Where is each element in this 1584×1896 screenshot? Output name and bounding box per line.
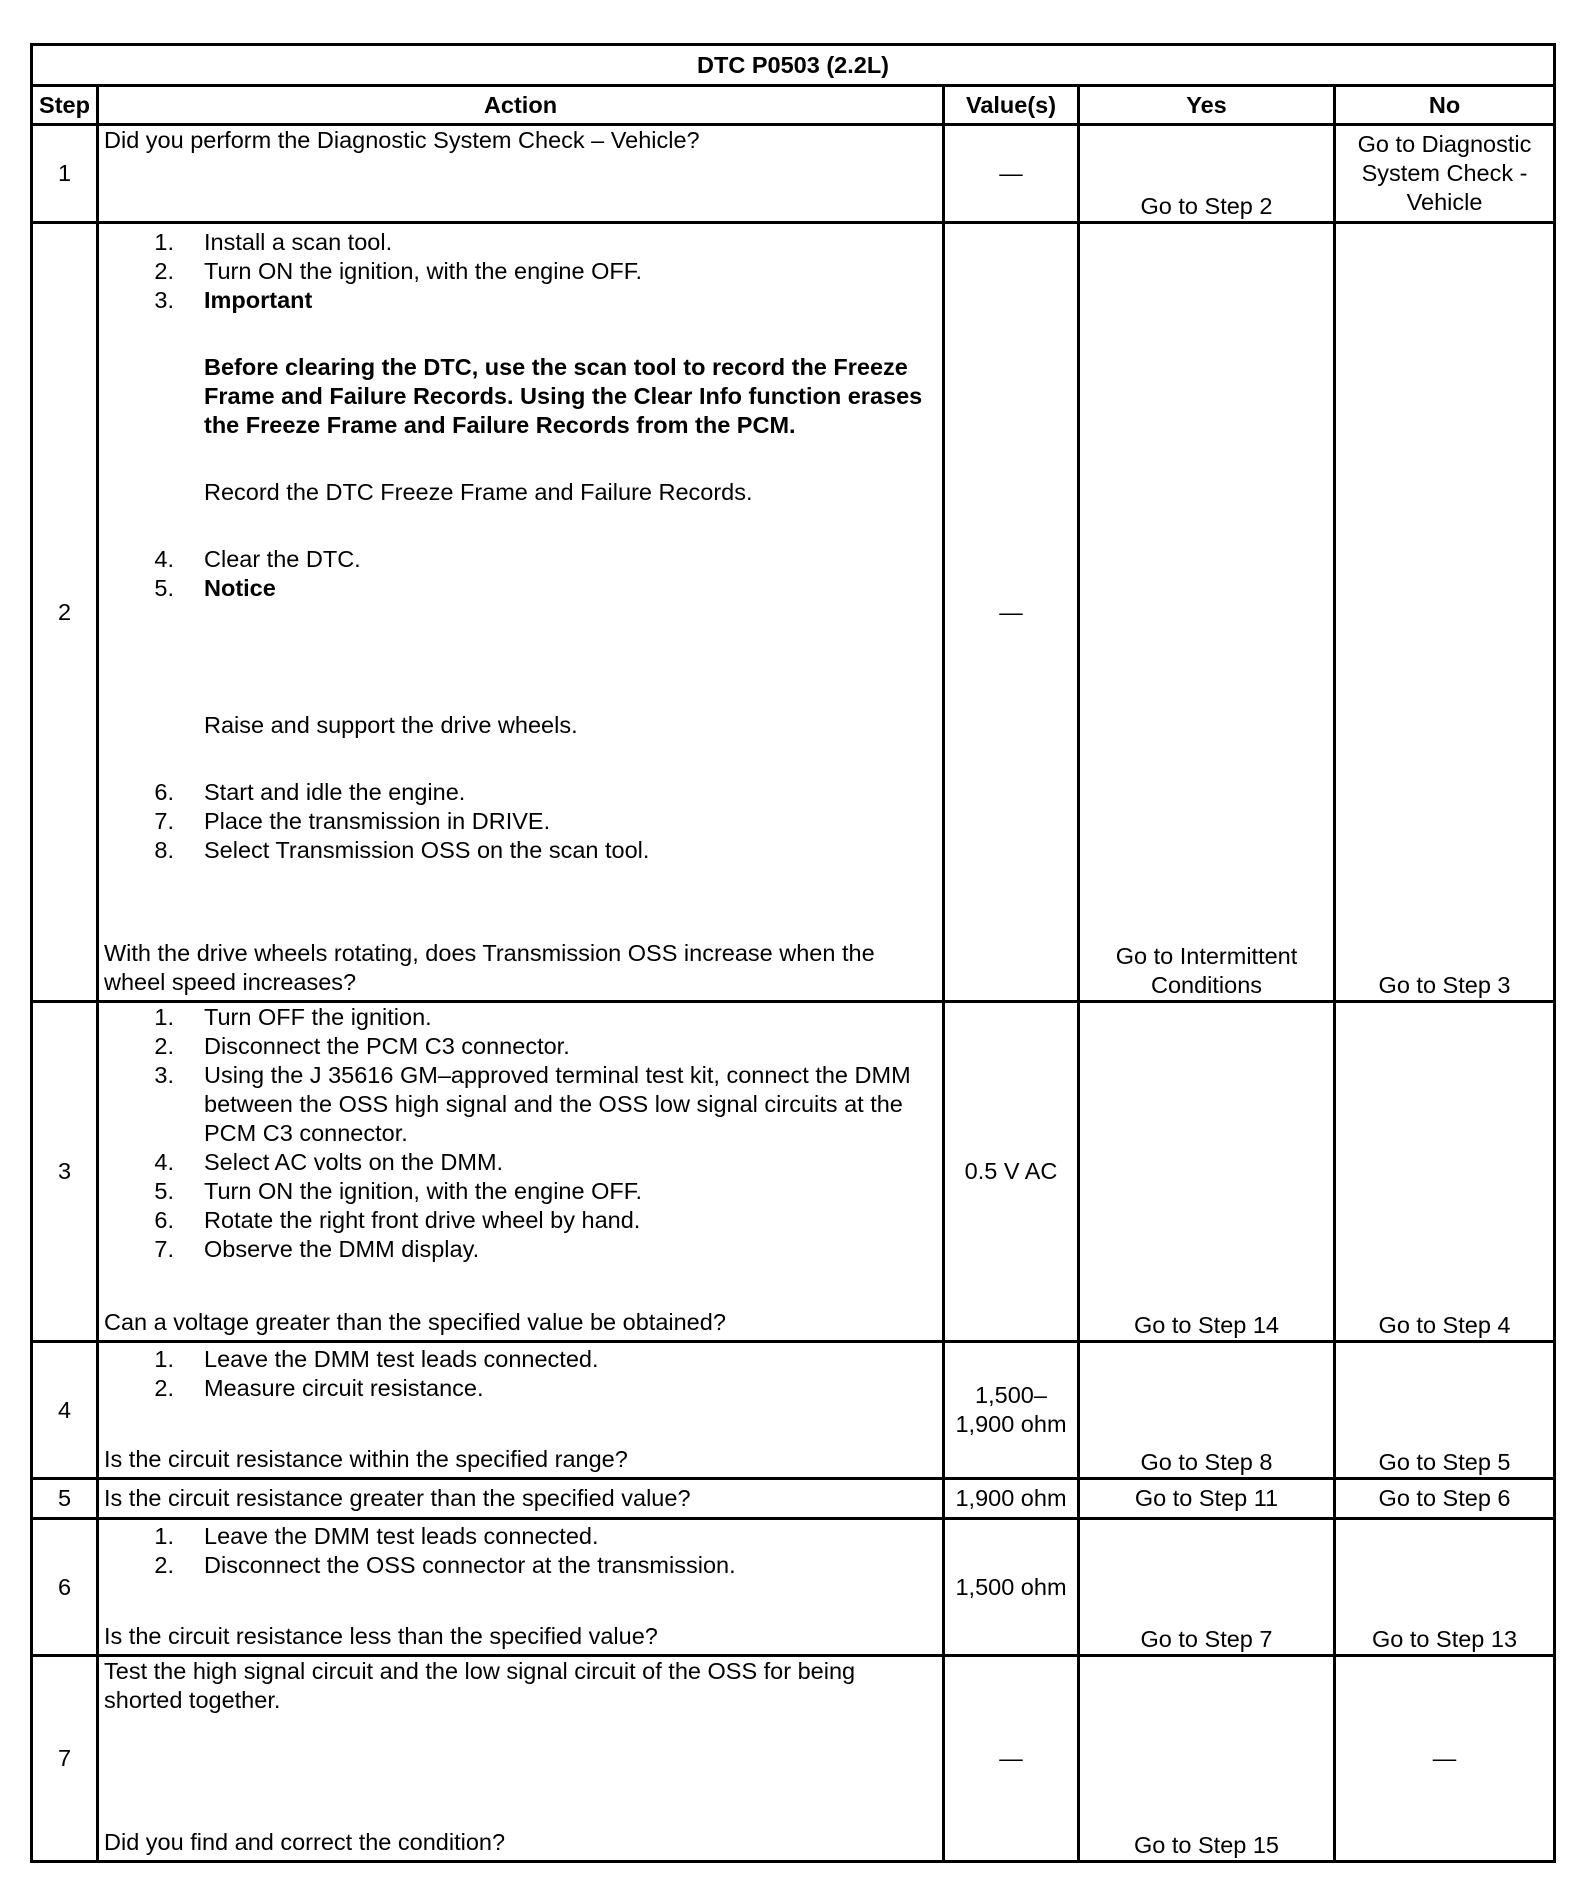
action-question: Is the circuit resistance less than the specified value? — [104, 1623, 658, 1649]
list-item: 6. Start and idle the engine. — [154, 779, 466, 805]
list-item: 2. Disconnect the OSS connector at the transmission. — [154, 1552, 736, 1578]
value-cell: — — [944, 1656, 1079, 1862]
list-item: 4. Select AC volts on the DMM. — [154, 1149, 504, 1175]
notice-label: Notice — [204, 575, 276, 601]
important-label: Important — [204, 287, 313, 313]
action-question: Did you find and correct the condition? — [104, 1829, 506, 1855]
value-cell: 0.5 V AC — [944, 1002, 1079, 1342]
list-item: 1. Install a scan tool. — [154, 229, 393, 255]
title-row — [32, 45, 1555, 86]
header-yes: Yes — [1079, 86, 1335, 125]
value-cell: — — [944, 125, 1079, 223]
table-row-step-6 — [32, 1519, 1555, 1656]
action-intro: Test the high signal circuit and the low signal circuit of the OSS for being shorted together. — [104, 1658, 856, 1713]
header-no: No — [1335, 86, 1555, 125]
header-step: Step — [32, 86, 98, 125]
action-question: Is the circuit resistance within the specified range? — [104, 1446, 628, 1472]
list-item: 4. Clear the DTC. — [154, 546, 361, 572]
value-cell: 1,900 ohm — [944, 1479, 1079, 1519]
table-row-step-4 — [32, 1342, 1555, 1479]
step-number: 1 — [32, 125, 98, 223]
list-item: 1. Leave the DMM test leads connected. — [154, 1523, 599, 1549]
yes-cell: Go to Step 7 — [1079, 1519, 1335, 1656]
step-number: 6 — [32, 1519, 98, 1656]
no-cell: — — [1335, 1656, 1555, 1862]
record-instruction: Record the DTC Freeze Frame and Failure Records. — [204, 479, 753, 505]
table-row-step-2 — [32, 223, 1555, 1002]
action-question: Did you perform the Diagnostic System Check – Vehicle? — [104, 127, 700, 153]
list-item: 7. Place the transmission in DRIVE. — [154, 808, 551, 834]
yes-cell: Go to Step 11 — [1079, 1479, 1335, 1519]
list-item: 2. Turn ON the ignition, with the engine OFF. — [154, 258, 643, 284]
list-item: 3. Important — [104, 286, 937, 315]
no-cell: Go to Step 3 — [1335, 223, 1555, 1002]
value-cell: 1,500– 1,900 ohm — [944, 1342, 1079, 1479]
value-cell: — — [944, 223, 1079, 1002]
action-question: With the drive wheels rotating, does Transmission OSS increase when the wheel speed increases? — [104, 940, 875, 995]
table-title: DTC P0503 (2.2L) — [32, 45, 1555, 86]
list-item: 6. Rotate the right front drive wheel by hand. — [154, 1207, 641, 1233]
table-row-step-7 — [32, 1656, 1555, 1862]
header-row — [32, 86, 1555, 125]
table-row-step-3 — [32, 1002, 1555, 1342]
list-item: 5. Notice — [104, 574, 937, 603]
action-cell — [98, 1002, 944, 1342]
raise-instruction: Raise and support the drive wheels. — [204, 712, 578, 738]
action-cell — [98, 223, 944, 1002]
yes-cell: Go to Step 15 — [1079, 1656, 1335, 1862]
table-row-step-5 — [32, 1479, 1555, 1519]
step-number: 5 — [32, 1479, 98, 1519]
action-cell — [98, 1519, 944, 1656]
header-values: Value(s) — [944, 86, 1079, 125]
important-note: Before clearing the DTC, use the scan tool to record the Freeze Frame and Failure Records. Using the Clear Info function erases the Freeze Frame and Failure Records from the PCM. — [204, 354, 923, 438]
action-question: Can a voltage greater than the specified value be obtained? — [104, 1309, 726, 1335]
step-number: 4 — [32, 1342, 98, 1479]
yes-cell: Go to Intermittent Conditions — [1079, 223, 1335, 1002]
table-row-step-1 — [32, 125, 1555, 223]
no-cell: Go to Step 5 — [1335, 1342, 1555, 1479]
diagnostic-table — [30, 43, 1556, 1863]
no-cell: Go to Step 4 — [1335, 1002, 1555, 1342]
no-cell: Go to Diagnostic System Check - Vehicle — [1335, 125, 1555, 223]
action-cell — [98, 125, 944, 223]
list-item: 1. Leave the DMM test leads connected. — [154, 1346, 599, 1372]
action-cell — [98, 1342, 944, 1479]
no-cell: Go to Step 6 — [1335, 1479, 1555, 1519]
list-item: 1. Turn OFF the ignition. — [154, 1004, 432, 1030]
list-item: 5. Turn ON the ignition, with the engine OFF. — [154, 1178, 643, 1204]
list-item: 2. Disconnect the PCM C3 connector. — [154, 1033, 570, 1059]
yes-cell: Go to Step 2 — [1079, 125, 1335, 223]
list-item: 7. Observe the DMM display. — [154, 1236, 480, 1262]
yes-cell: Go to Step 8 — [1079, 1342, 1335, 1479]
list-item: 3. Using the J 35616 GM–approved terminal test kit, connect the DMM between the OSS high signal and the OSS low signal circuits at the PCM C3 connector. — [154, 1062, 911, 1146]
no-cell: Go to Step 13 — [1335, 1519, 1555, 1656]
header-action: Action — [98, 86, 944, 125]
action-cell — [98, 1656, 944, 1862]
action-cell — [98, 1479, 944, 1519]
list-item: 8. Select Transmission OSS on the scan tool. — [154, 837, 650, 863]
yes-cell: Go to Step 14 — [1079, 1002, 1335, 1342]
value-cell: 1,500 ohm — [944, 1519, 1079, 1656]
list-item: 2. Measure circuit resistance. — [154, 1375, 484, 1401]
action-question: Is the circuit resistance greater than the specified value? — [104, 1485, 691, 1511]
step-number: 3 — [32, 1002, 98, 1342]
step-number: 7 — [32, 1656, 98, 1862]
step-number: 2 — [32, 223, 98, 1002]
